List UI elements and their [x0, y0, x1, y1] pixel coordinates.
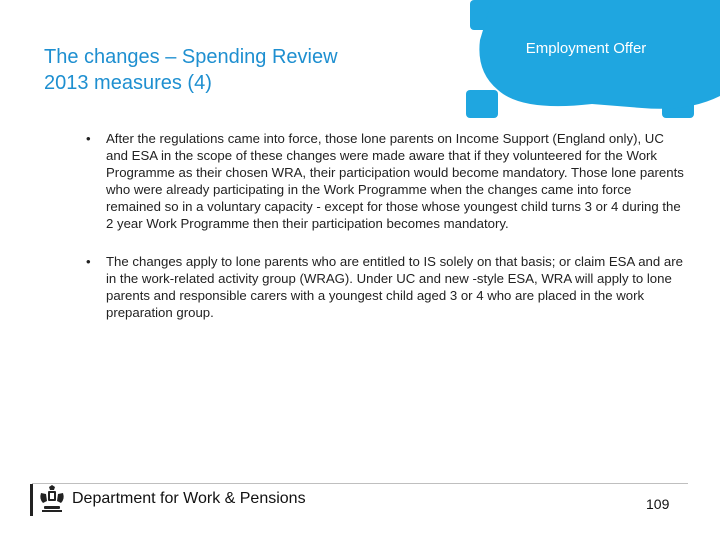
- bullet-text: The changes apply to lone parents who are entitled to IS solely on that basis; or claim ESA and are in the work-related activity group (WRAG). Under UC and new -style ESA, WRA will apply to lone parents and responsible carers with a youngest child aged 3 or 4 who are placed in the work preparation group.: [106, 254, 683, 320]
- bullet-item: [84, 253, 688, 321]
- page-number: 109: [646, 496, 670, 512]
- page-title-line-1: The changes – Spending Review: [44, 46, 338, 68]
- footer-divider: [32, 483, 688, 484]
- logo-bar: [30, 484, 33, 516]
- royal-crest-icon: [38, 485, 66, 513]
- bullet-marker: •: [86, 254, 91, 269]
- page-title: [44, 44, 444, 96]
- bullet-list: [84, 130, 688, 321]
- gear-icon: [452, 0, 720, 118]
- page-title-line-2: 2013 measures (4): [44, 72, 212, 94]
- employment-offer-badge: [452, 0, 720, 118]
- bullet-marker: •: [86, 131, 91, 146]
- organisation-name: Department for Work & Pensions: [72, 490, 306, 507]
- employment-offer-label: Employment Offer: [525, 40, 647, 57]
- bullet-item: [84, 130, 688, 232]
- bullet-text: After the regulations came into force, those lone parents on Income Support (England only), UC and ESA in the scope of these changes were made aware that if they volunteered for the Work Programme as their chosen WRA, their participation would become mandatory. Those lone parents who were already participating in the Work Programme when the changes came into force remained so in a voluntary capacity - except for those whose youngest child turns 3 or 4 during the 2 year Work Programme then their participation becomes mandatory.: [106, 131, 684, 231]
